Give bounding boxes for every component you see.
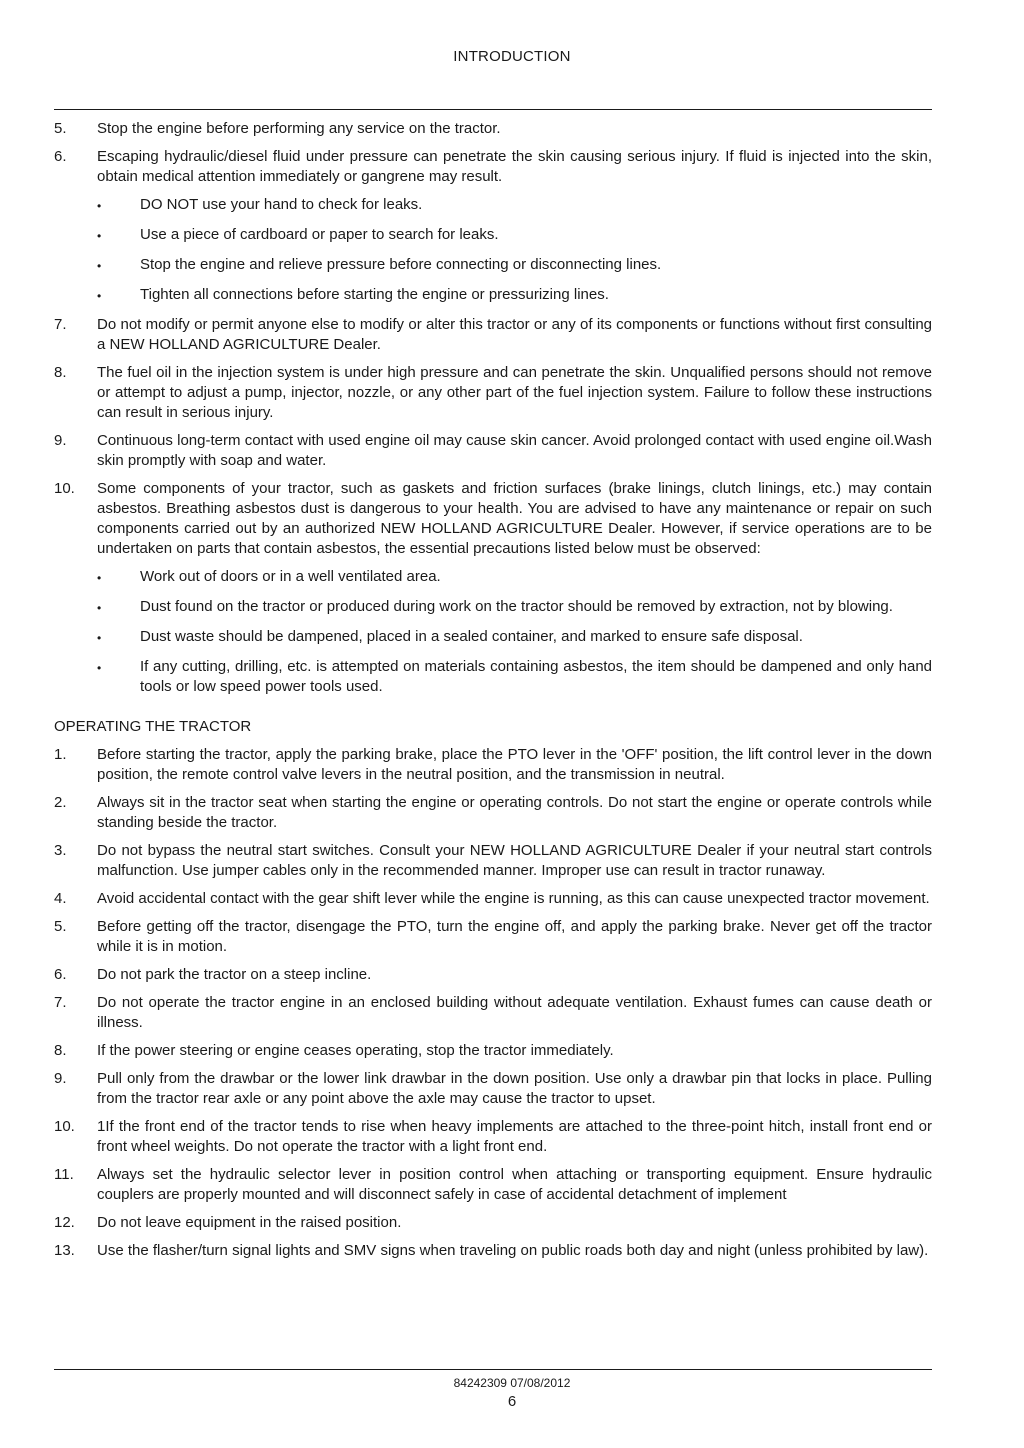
list-item xyxy=(54,363,932,423)
bullet-icon: • xyxy=(97,289,102,303)
item-number: 6. xyxy=(54,966,67,983)
item-text: Before starting the tractor, apply the parking brake, place the PTO lever in the 'OFF' position, the lift control lever in the down position, the remote control valve levers in the neutral position, and the transmission in neutral. xyxy=(97,746,932,783)
footer-divider xyxy=(54,1369,932,1370)
item-text: The fuel oil in the injection system is under high pressure and can penetrate the skin. Unqualified persons should not remove or attempt to adjust a pump, injector, nozzle, or any other part of the fuel injection system. Failure to follow these instructions can result in serious injury. xyxy=(97,364,932,421)
bullet-icon: • xyxy=(97,631,102,645)
list-item xyxy=(54,993,932,1033)
item-number: 10. xyxy=(54,480,75,497)
bullet-text: Dust found on the tractor or produced during work on the tractor should be removed by extraction, not by blowing. xyxy=(140,598,893,615)
list-item xyxy=(54,917,932,957)
item-text: Do not modify or permit anyone else to modify or alter this tractor or any of its components or functions without first consulting a NEW HOLLAND AGRICULTURE Dealer. xyxy=(97,316,932,353)
bullet-text: DO NOT use your hand to check for leaks. xyxy=(140,196,423,213)
item-number: 9. xyxy=(54,1070,67,1087)
bullet-item xyxy=(97,285,932,307)
item-number: 9. xyxy=(54,432,67,449)
list-item xyxy=(54,119,932,139)
list-item xyxy=(54,793,932,833)
item-number: 8. xyxy=(54,364,67,381)
header-divider xyxy=(54,109,932,110)
item-text: Before getting off the tractor, disengage the PTO, turn the engine off, and apply the parking brake. Never get off the tractor while it is in motion. xyxy=(97,918,932,955)
bullet-text: Tighten all connections before starting the engine or pressurizing lines. xyxy=(140,286,609,303)
item-number: 4. xyxy=(54,890,67,907)
item-text: Stop the engine before performing any service on the tractor. xyxy=(97,120,501,137)
bullet-text: Stop the engine and relieve pressure before connecting or disconnecting lines. xyxy=(140,256,662,273)
list-item xyxy=(54,479,932,559)
list-item xyxy=(54,1069,932,1109)
item-text: Do not bypass the neutral start switches. Consult your NEW HOLLAND AGRICULTURE Dealer if your neutral start controls malfunction. Use jumper cables only in the recommended manner. Improper use can result in tractor runaway. xyxy=(97,842,932,879)
item-number: 13. xyxy=(54,1242,75,1259)
bullet-icon: • xyxy=(97,571,102,585)
list-item xyxy=(54,1041,932,1061)
bullet-item xyxy=(97,195,932,217)
item-text: Always set the hydraulic selector lever in position control when attaching or transporting equipment. Ensure hydraulic couplers are properly mounted and will disconnect safely in case of accidental detachment of implement xyxy=(97,1166,932,1203)
bullet-icon: • xyxy=(97,661,102,675)
item-number: 7. xyxy=(54,316,67,333)
page-footer xyxy=(0,1376,1024,1412)
item-text: Always sit in the tractor seat when starting the engine or operating controls. Do not start the engine or operate controls while standing beside the tractor. xyxy=(97,794,932,831)
bullet-item xyxy=(97,657,932,697)
list-item xyxy=(54,745,932,785)
item-text: Some components of your tractor, such as gaskets and friction surfaces (brake linings, clutch linings, etc.) may contain asbestos. Breathing asbestos dust is dangerous to your health. You are advised to have any maintenance or repair on such components carried out by an authorized NEW HOLLAND AGRICULTURE Dealer. However, if service operations are to be undertaken on parts that contain asbestos, the essential precautions listed below must be observed: xyxy=(97,480,932,557)
bullet-icon: • xyxy=(97,199,102,213)
item-number: 5. xyxy=(54,120,67,137)
bullet-text: If any cutting, drilling, etc. is attempted on materials containing asbestos, the item should be dampened and only hand tools or low speed power tools used. xyxy=(140,658,932,695)
item-number: 8. xyxy=(54,1042,67,1059)
list-item xyxy=(54,889,932,909)
bullet-list xyxy=(97,195,932,307)
item-number: 3. xyxy=(54,842,67,859)
bullet-text: Work out of doors or in a well ventilated area. xyxy=(140,568,441,585)
item-text: If the power steering or engine ceases operating, stop the tractor immediately. xyxy=(97,1042,614,1059)
bullet-item xyxy=(97,255,932,277)
item-number: 7. xyxy=(54,994,67,1011)
item-number: 12. xyxy=(54,1214,75,1231)
item-number: 11. xyxy=(54,1166,74,1183)
item-text: Escaping hydraulic/diesel fluid under pressure can penetrate the skin causing serious injury. If fluid is injected into the skin, obtain medical attention immediately or gangrene may result. xyxy=(97,148,932,185)
bullet-icon: • xyxy=(97,229,102,243)
list-item xyxy=(54,841,932,881)
list-item xyxy=(54,1165,932,1205)
section-title: OPERATING THE TRACTOR xyxy=(54,718,252,735)
item-text: Pull only from the drawbar or the lower link drawbar in the down position. Use only a drawbar pin that locks in place. Pulling from the tractor rear axle or any point above the axle may cause the tractor to upset. xyxy=(97,1070,932,1107)
bullet-item xyxy=(97,225,932,247)
bullet-item xyxy=(97,567,932,589)
bullet-icon: • xyxy=(97,601,102,615)
list-item xyxy=(54,147,932,187)
item-text: Avoid accidental contact with the gear shift lever while the engine is running, as this can cause unexpected tractor movement. xyxy=(97,890,930,907)
item-text: Do not park the tractor on a steep incline. xyxy=(97,966,372,983)
item-number: 2. xyxy=(54,794,67,811)
list-item xyxy=(54,315,932,355)
item-number: 6. xyxy=(54,148,67,165)
item-text: 1If the front end of the tractor tends to rise when heavy implements are attached to the three-point hitch, install front end or front wheel weights. Do not operate the tractor with a light front end. xyxy=(97,1118,932,1155)
bullet-item xyxy=(97,597,932,619)
item-text: Do not leave equipment in the raised position. xyxy=(97,1214,402,1231)
bullet-text: Dust waste should be dampened, placed in a sealed container, and marked to ensure safe disposal. xyxy=(140,628,803,645)
list-item xyxy=(54,1241,932,1261)
item-text: Do not operate the tractor engine in an enclosed building without adequate ventilation. Exhaust fumes can cause death or illness. xyxy=(97,994,932,1031)
page-header: INTRODUCTION xyxy=(453,48,571,65)
list-item xyxy=(54,965,932,985)
item-text: Use the flasher/turn signal lights and SMV signs when traveling on public roads both day and night (unless prohibited by law). xyxy=(97,1242,929,1259)
item-number: 1. xyxy=(54,746,67,763)
item-text: Continuous long-term contact with used engine oil may cause skin cancer. Avoid prolonged contact with used engine oil.Wash skin promptly with soap and water. xyxy=(97,432,932,469)
list-item xyxy=(54,1117,932,1157)
item-number: 5. xyxy=(54,918,67,935)
page-number: 6 xyxy=(507,1393,517,1410)
bullet-icon: • xyxy=(97,259,102,273)
bullet-list xyxy=(97,567,932,697)
bullet-text: Use a piece of cardboard or paper to search for leaks. xyxy=(140,226,499,243)
item-number: 10. xyxy=(54,1118,75,1135)
list-item xyxy=(54,431,932,471)
document-code: 84242309 07/08/2012 xyxy=(453,1376,571,1390)
bullet-item xyxy=(97,627,932,649)
list-item xyxy=(54,1213,932,1233)
page-content xyxy=(54,119,932,1269)
